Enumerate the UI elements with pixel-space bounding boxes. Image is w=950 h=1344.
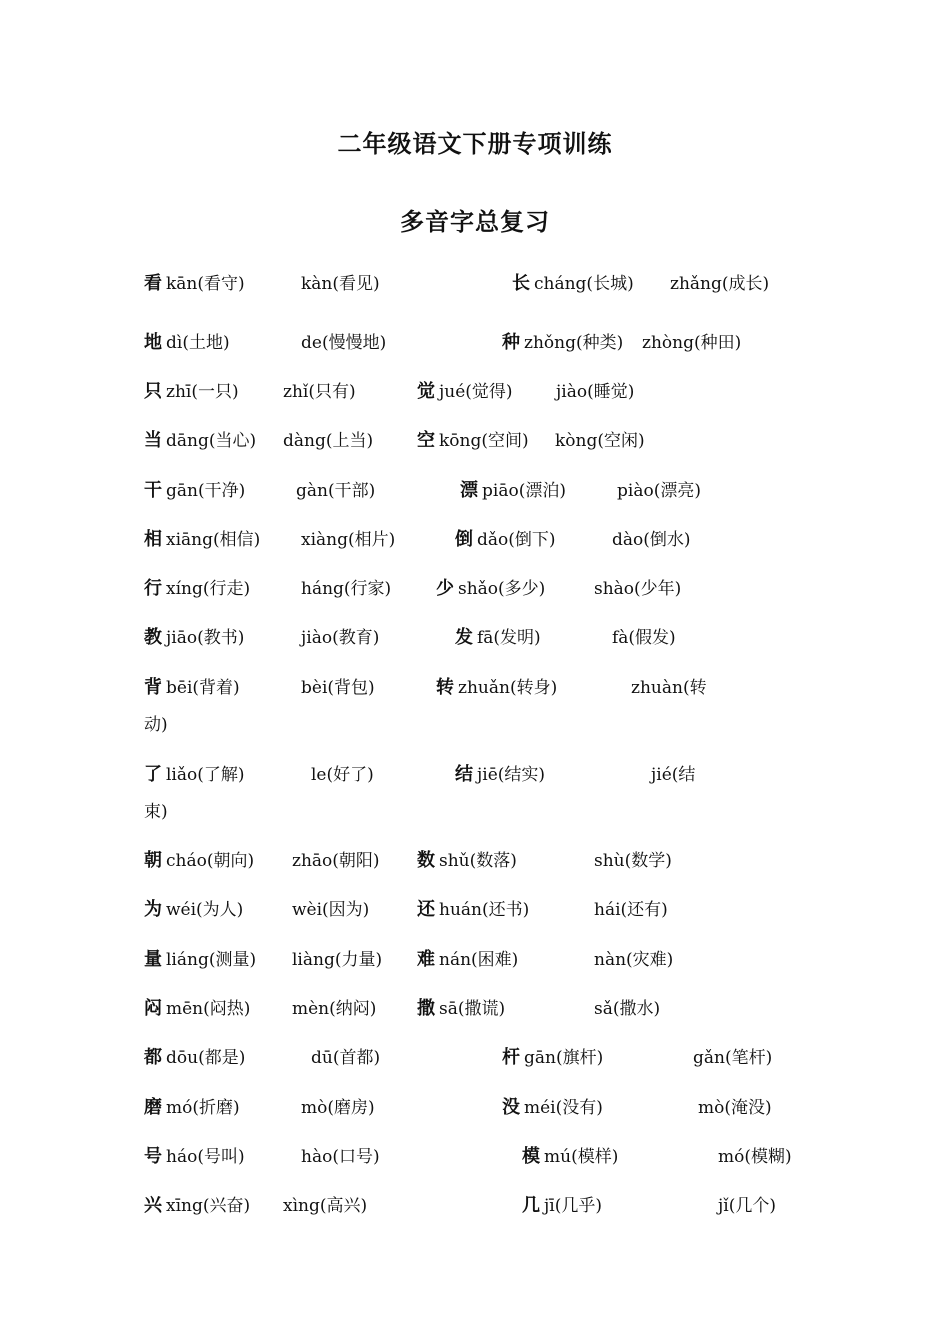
polyphone-char: 朝 — [144, 850, 162, 871]
entry-left-reading-1 — [144, 332, 230, 354]
pinyin-reading: shào(少年) — [594, 579, 682, 599]
pinyin-reading: zhǎng(成长) — [670, 274, 770, 294]
entry-left-reading-1 — [144, 850, 254, 872]
entry-left-reading-1 — [144, 764, 245, 786]
polyphone-char: 兴 — [144, 1195, 162, 1216]
pinyin-reading: háng(行家) — [301, 579, 392, 599]
polyphone-char: 撒 — [417, 998, 435, 1019]
pinyin-reading: zhuàn(转 — [631, 678, 707, 698]
pinyin-reading: jié(结 — [651, 765, 696, 785]
pinyin-reading: mèn(纳闷) — [292, 999, 377, 1019]
entry-left-reading-2 — [311, 1047, 380, 1069]
entry-right-reading-2 — [594, 578, 681, 600]
entry-right-reading-2 — [594, 850, 672, 872]
pinyin-reading: jǐ(几个) — [718, 1196, 776, 1216]
entry-left-reading-1 — [144, 627, 244, 649]
entry-left-reading-2 — [301, 1097, 375, 1119]
polyphone-char: 少 — [436, 578, 454, 599]
entry-right-reading-1 — [522, 1195, 602, 1217]
pinyin-reading: cháng(长城) — [534, 274, 634, 294]
entry-right-reading-1 — [417, 899, 529, 921]
polyphone-char: 漂 — [460, 480, 478, 501]
pinyin-reading: zhòng(种田) — [642, 333, 742, 353]
entry-left-reading-1 — [144, 578, 250, 600]
wrap-continuation: 动) — [144, 715, 168, 735]
entry-left-reading-1 — [144, 1097, 240, 1119]
pinyin-reading: xiàng(相片) — [301, 530, 396, 550]
polyphone-char: 种 — [502, 332, 520, 353]
polyphone-char: 还 — [417, 899, 435, 920]
entry-left-reading-2 — [301, 332, 386, 354]
polyphone-char: 了 — [144, 764, 162, 785]
pinyin-reading: kàn(看见) — [301, 274, 380, 294]
pinyin-reading: zhǐ(只有) — [283, 382, 356, 402]
pinyin-reading: gàn(干部) — [296, 481, 376, 501]
page-title: 二年级语文下册专项训练 — [337, 130, 613, 158]
entry-right-reading-1 — [417, 381, 513, 403]
pinyin-reading: liáng(测量) — [166, 950, 257, 970]
entry-right-reading-2 — [555, 430, 645, 452]
polyphone-char: 行 — [144, 578, 162, 599]
entry-right-reading-1 — [417, 949, 518, 971]
polyphone-char: 当 — [144, 430, 162, 451]
pinyin-reading: piāo(漂泊) — [482, 481, 566, 501]
pinyin-reading: liàng(力量) — [292, 950, 383, 970]
polyphone-char: 相 — [144, 529, 162, 550]
pinyin-reading: hái(还有) — [594, 900, 668, 920]
pinyin-reading: shǔ(数落) — [439, 851, 517, 871]
entry-right-reading-2 — [612, 529, 691, 551]
pinyin-reading: gān(干净) — [166, 481, 246, 501]
entry-left-reading-2 — [301, 578, 391, 600]
polyphone-char: 杆 — [502, 1047, 520, 1068]
entry-right-reading-2 — [556, 381, 634, 403]
entry-left-reading-1 — [144, 1146, 245, 1168]
polyphone-char: 背 — [144, 677, 162, 698]
entry-right-reading-1 — [436, 677, 557, 699]
entry-right-reading-1 — [455, 764, 545, 786]
pinyin-reading: zhǒng(种类) — [524, 333, 624, 353]
polyphone-char: 量 — [144, 949, 162, 970]
pinyin-reading: háo(号叫) — [166, 1147, 245, 1167]
pinyin-reading: cháo(朝向) — [166, 851, 255, 871]
pinyin-reading: mú(模样) — [544, 1147, 619, 1167]
pinyin-reading: hào(口号) — [301, 1147, 380, 1167]
pinyin-reading: dāng(当心) — [166, 431, 257, 451]
entry-right-reading-2 — [651, 764, 695, 786]
page-subtitle: 多音字总复习 — [400, 208, 550, 236]
entry-left-reading-2 — [283, 1195, 367, 1217]
entry-left-reading-1 — [144, 949, 256, 971]
pinyin-reading: dū(首都) — [311, 1048, 381, 1068]
polyphone-char: 空 — [417, 430, 435, 451]
pinyin-reading: gǎn(笔杆) — [693, 1048, 773, 1068]
entry-left-reading-1 — [144, 529, 260, 551]
entry-right-reading-2 — [718, 1195, 776, 1217]
pinyin-reading: zhī(一只) — [166, 382, 239, 402]
polyphone-char: 都 — [144, 1047, 162, 1068]
entry-right-reading-2 — [612, 627, 676, 649]
pinyin-reading: shù(数学) — [594, 851, 672, 871]
polyphone-char: 数 — [417, 850, 435, 871]
entry-left-reading-1 — [144, 899, 243, 921]
entry-left-reading-1 — [144, 480, 245, 502]
pinyin-reading: nàn(灾难) — [594, 950, 674, 970]
pinyin-reading: dǎo(倒下) — [477, 530, 556, 550]
entry-right-reading-2 — [594, 949, 673, 971]
pinyin-reading: jiāo(教书) — [166, 628, 245, 648]
pinyin-reading: méi(没有) — [524, 1098, 603, 1118]
pinyin-reading: mó(模糊) — [718, 1147, 792, 1167]
polyphone-char: 看 — [144, 273, 162, 294]
pinyin-reading: kān(看守) — [166, 274, 245, 294]
entry-right-reading-2 — [698, 1097, 772, 1119]
pinyin-reading: shǎo(多少) — [458, 579, 546, 599]
pinyin-reading: nán(困难) — [439, 950, 519, 970]
polyphone-char: 号 — [144, 1146, 162, 1167]
pinyin-reading: xíng(行走) — [166, 579, 251, 599]
polyphone-char: 地 — [144, 332, 162, 353]
pinyin-reading: dàng(上当) — [283, 431, 374, 451]
pinyin-reading: fà(假发) — [612, 628, 676, 648]
entry-right-reading-1 — [436, 578, 545, 600]
polyphone-char: 长 — [512, 273, 530, 294]
pinyin-reading: jī(几乎) — [544, 1196, 602, 1216]
pinyin-reading: de(慢慢地) — [301, 333, 387, 353]
pinyin-reading: mēn(闷热) — [166, 999, 251, 1019]
pinyin-reading: zhāo(朝阳) — [292, 851, 380, 871]
pinyin-reading: jué(觉得) — [439, 382, 513, 402]
pinyin-reading: jiē(结实) — [477, 765, 546, 785]
pinyin-reading: xìng(高兴) — [283, 1196, 368, 1216]
pinyin-reading: mò(磨房) — [301, 1098, 375, 1118]
pinyin-reading: le(好了) — [311, 765, 374, 785]
polyphone-char: 难 — [417, 949, 435, 970]
entry-right-reading-1 — [417, 850, 517, 872]
entry-right-reading-1 — [455, 627, 541, 649]
polyphone-char: 为 — [144, 899, 162, 920]
entry-left-reading-1 — [144, 1047, 245, 1069]
pinyin-reading: dì(土地) — [166, 333, 230, 353]
pinyin-reading: xiāng(相信) — [166, 530, 261, 550]
entry-right-reading-2 — [670, 273, 769, 295]
entry-right-reading-2 — [631, 677, 707, 699]
entry-right-reading-2 — [594, 899, 668, 921]
entry-right-reading-2 — [594, 998, 660, 1020]
polyphone-char: 磨 — [144, 1097, 162, 1118]
entry-left-reading-2 — [301, 273, 380, 295]
entry-left-reading-2 — [283, 430, 373, 452]
entry-left-reading-1 — [144, 1195, 250, 1217]
entry-right-reading-1 — [460, 480, 566, 502]
polyphone-char: 发 — [455, 627, 473, 648]
pinyin-reading: gān(旗杆) — [524, 1048, 604, 1068]
polyphone-char: 只 — [144, 381, 162, 402]
pinyin-reading: sǎ(撒水) — [594, 999, 661, 1019]
entry-left-reading-2 — [311, 764, 374, 786]
entry-left-reading-1 — [144, 677, 240, 699]
pinyin-reading: sā(撒谎) — [439, 999, 506, 1019]
polyphone-char: 模 — [522, 1146, 540, 1167]
entry-right-reading-1 — [502, 332, 623, 354]
pinyin-reading: mò(淹没) — [698, 1098, 772, 1118]
entry-left-reading-2 — [292, 949, 382, 971]
entry-right-reading-1 — [455, 529, 556, 551]
pinyin-reading: bèi(背包) — [301, 678, 375, 698]
pinyin-reading: wéi(为人) — [166, 900, 244, 920]
entry-left-reading-2 — [292, 850, 380, 872]
polyphone-char: 倒 — [455, 529, 473, 550]
entry-right-reading-2 — [693, 1047, 772, 1069]
entry-left-reading-2 — [292, 899, 369, 921]
polyphone-char: 结 — [455, 764, 473, 785]
wrap-continuation: 束) — [144, 802, 168, 822]
polyphone-char: 转 — [436, 677, 454, 698]
polyphone-char: 干 — [144, 480, 162, 501]
entry-left-reading-2 — [283, 381, 356, 403]
pinyin-reading: dōu(都是) — [166, 1048, 246, 1068]
pinyin-reading: kòng(空闲) — [555, 431, 645, 451]
entry-left-reading-2 — [296, 480, 375, 502]
entry-right-reading-1 — [417, 998, 505, 1020]
pinyin-reading: wèi(因为) — [292, 900, 370, 920]
entry-left-reading-2 — [301, 677, 375, 699]
pinyin-reading: huán(还书) — [439, 900, 530, 920]
pinyin-reading: liǎo(了解) — [166, 765, 245, 785]
pinyin-reading: jiào(教育) — [301, 628, 380, 648]
polyphone-char: 没 — [502, 1097, 520, 1118]
pinyin-reading: fā(发明) — [477, 628, 541, 648]
entry-right-reading-1 — [522, 1146, 618, 1168]
polyphone-char: 觉 — [417, 381, 435, 402]
entry-right-reading-2 — [642, 332, 741, 354]
pinyin-reading: dào(倒水) — [612, 530, 691, 550]
pinyin-reading: zhuǎn(转身) — [458, 678, 558, 698]
entry-left-reading-1 — [144, 381, 239, 403]
pinyin-reading: xīng(兴奋) — [166, 1196, 251, 1216]
pinyin-reading: kōng(空间) — [439, 431, 529, 451]
pinyin-reading: piào(漂亮) — [617, 481, 701, 501]
entry-right-reading-1 — [417, 430, 529, 452]
entry-left-reading-1 — [144, 998, 250, 1020]
entry-left-reading-2 — [301, 529, 395, 551]
pinyin-reading: jiào(睡觉) — [556, 382, 635, 402]
pinyin-reading: mó(折磨) — [166, 1098, 240, 1118]
entry-left-reading-2 — [301, 1146, 380, 1168]
entry-right-reading-1 — [502, 1047, 603, 1069]
polyphone-char: 教 — [144, 627, 162, 648]
entry-right-reading-1 — [502, 1097, 603, 1119]
polyphone-char: 几 — [522, 1195, 540, 1216]
entry-right-reading-2 — [718, 1146, 792, 1168]
entry-left-reading-1 — [144, 273, 245, 295]
entry-left-reading-2 — [292, 998, 376, 1020]
entry-right-reading-2 — [617, 480, 701, 502]
entry-left-reading-2 — [301, 627, 379, 649]
entry-right-reading-1 — [512, 273, 634, 295]
polyphone-char: 闷 — [144, 998, 162, 1019]
pinyin-reading: bēi(背着) — [166, 678, 240, 698]
entry-left-reading-1 — [144, 430, 256, 452]
